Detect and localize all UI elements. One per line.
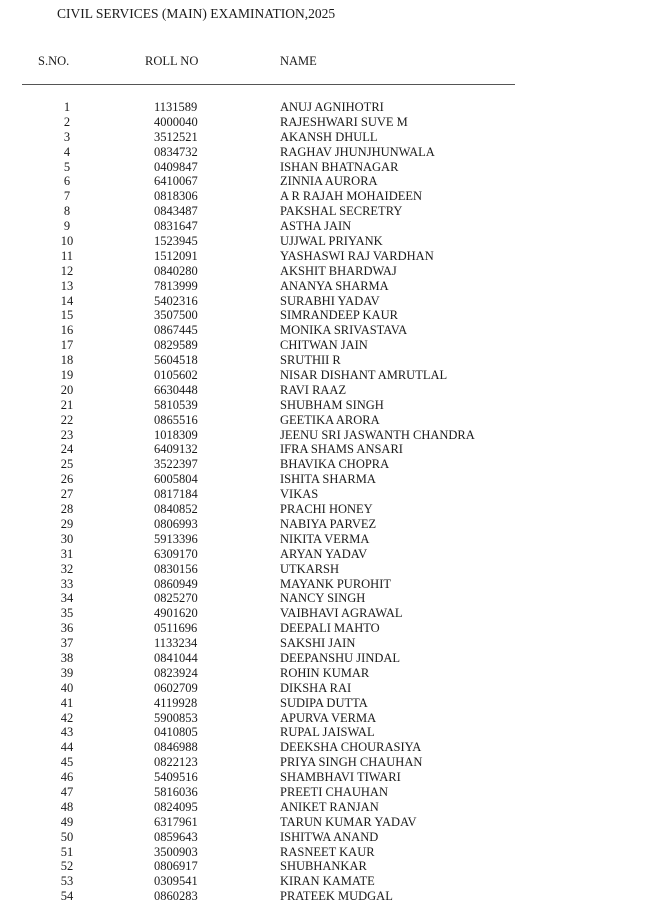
candidate-name: TARUN KUMAR YADAV [280, 814, 417, 829]
serial-number: 51 [60, 844, 74, 859]
roll-number: 4119928 [154, 695, 198, 710]
table-row [0, 279, 671, 294]
candidate-name: RAVI RAAZ [280, 382, 347, 397]
serial-number: 1 [63, 100, 71, 114]
serial-number: 36 [60, 621, 74, 636]
candidate-name: UJJWAL PRIYANK [280, 234, 383, 249]
table-row [0, 160, 671, 175]
serial-number: 27 [60, 487, 74, 502]
table-row [0, 606, 671, 621]
table-row [0, 577, 671, 592]
candidate-name: SRUTHII R [280, 353, 341, 368]
table-row [0, 830, 671, 845]
table-row [0, 234, 671, 249]
candidate-name: ASTHA JAIN [280, 219, 352, 234]
roll-number: 1018309 [154, 427, 198, 442]
serial-number: 28 [60, 502, 74, 517]
table-row [0, 294, 671, 309]
roll-number: 1512091 [154, 248, 198, 263]
table-row [0, 532, 671, 547]
table-row [0, 651, 671, 666]
table-row [0, 130, 671, 145]
table-row [0, 249, 671, 264]
candidate-name: JEENU SRI JASWANTH CHANDRA [280, 427, 475, 442]
candidate-name: YASHASWI RAJ VARDHAN [280, 248, 434, 263]
candidate-name: ROHIN KUMAR [280, 665, 370, 680]
roll-number: 0806917 [154, 859, 198, 874]
roll-number: 5604518 [154, 353, 198, 368]
candidate-name: AKANSH DHULL [280, 129, 378, 144]
document-title: CIVIL SERVICES (MAIN) EXAMINATION,2025 [57, 6, 336, 21]
table-row [0, 487, 671, 502]
table-row [0, 428, 671, 443]
table-row [0, 145, 671, 160]
candidate-name: SHUBHANKAR [280, 859, 367, 874]
roll-number: 0846988 [154, 740, 198, 755]
candidate-name: MAYANK PUROHIT [280, 576, 392, 591]
candidate-name: SIMRANDEEP KAUR [280, 308, 398, 323]
serial-number: 17 [60, 338, 74, 353]
serial-number: 19 [60, 368, 74, 383]
roll-number: 5913396 [154, 531, 198, 546]
roll-number: 6409132 [154, 442, 198, 457]
roll-number: 6630448 [154, 382, 198, 397]
roll-number: 5409516 [154, 770, 198, 785]
serial-number: 21 [60, 397, 74, 412]
serial-number: 10 [60, 234, 74, 249]
serial-number: 46 [60, 770, 74, 785]
candidate-name: A R RAJAH MOHAIDEEN [280, 189, 423, 204]
candidate-name: ANANYA SHARMA [280, 278, 389, 293]
serial-number: 15 [60, 308, 74, 323]
table-row [0, 785, 671, 800]
candidate-name: ISHITWA ANAND [280, 829, 379, 844]
candidate-name: NISAR DISHANT AMRUTLAL [280, 368, 448, 383]
roll-number: 6309170 [154, 546, 198, 561]
roll-number: 0841044 [154, 650, 198, 665]
table-row [0, 502, 671, 517]
roll-number: 0840280 [154, 263, 198, 278]
candidate-name: IFRA SHAMS ANSARI [280, 442, 403, 457]
table-row [0, 323, 671, 338]
roll-number: 0105602 [154, 368, 198, 383]
serial-number: 23 [60, 427, 74, 442]
header-divider [22, 84, 515, 85]
serial-number: 25 [60, 457, 74, 472]
table-row [0, 562, 671, 577]
serial-number: 31 [60, 546, 74, 561]
roll-number: 0831647 [154, 219, 198, 234]
roll-number: 7813999 [154, 278, 198, 293]
serial-number: 38 [60, 650, 74, 665]
roll-number: 0410805 [154, 725, 198, 740]
candidate-name: VIKAS [280, 487, 319, 502]
serial-number: 40 [60, 680, 74, 695]
serial-number: 18 [60, 353, 74, 368]
candidate-name: GEETIKA ARORA [280, 412, 380, 427]
serial-number: 54 [60, 889, 74, 904]
serial-number: 35 [60, 606, 74, 621]
serial-number: 6 [63, 174, 71, 189]
table-row [0, 815, 671, 830]
roll-number: 0806993 [154, 516, 198, 531]
roll-number: 0830156 [154, 561, 198, 576]
table-row [0, 711, 671, 726]
candidate-name: CHITWAN JAIN [280, 338, 368, 353]
table-row [0, 755, 671, 770]
serial-number: 12 [60, 263, 74, 278]
column-header-sno: S.NO. [38, 54, 70, 68]
serial-number: 44 [60, 740, 74, 755]
serial-number: 5 [63, 159, 71, 174]
table-row [0, 189, 671, 204]
serial-number: 52 [60, 859, 74, 874]
table-row [0, 353, 671, 368]
candidate-name: MONIKA SRIVASTAVA [280, 323, 408, 338]
serial-number: 41 [60, 695, 74, 710]
candidate-name: PRIYA SINGH CHAUHAN [280, 755, 423, 770]
serial-number: 22 [60, 412, 74, 427]
results-table-body [0, 100, 671, 904]
candidate-name: DEEPALI MAHTO [280, 621, 380, 636]
roll-number: 0867445 [154, 323, 198, 338]
candidate-name: PREETI CHAUHAN [280, 784, 388, 799]
serial-number: 45 [60, 755, 74, 770]
roll-number: 0817184 [154, 487, 198, 502]
serial-number: 11 [60, 248, 74, 263]
roll-number: 5402316 [154, 293, 198, 308]
table-row [0, 547, 671, 562]
roll-number: 0409847 [154, 159, 198, 174]
table-row [0, 845, 671, 860]
candidate-name: NANCY SINGH [280, 591, 366, 606]
serial-number: 29 [60, 516, 74, 531]
roll-number: 0859643 [154, 829, 198, 844]
roll-number: 0865516 [154, 412, 198, 427]
candidate-name: RAGHAV JHUNJHUNWALA [280, 144, 435, 159]
candidate-name: ANUJ AGNIHOTRI [280, 100, 384, 114]
serial-number: 4 [63, 144, 71, 159]
table-row [0, 874, 671, 889]
candidate-name: KIRAN KAMATE [280, 874, 375, 889]
table-row [0, 859, 671, 874]
candidate-name: SURABHI YADAV [280, 293, 380, 308]
table-row [0, 398, 671, 413]
candidate-name: ISHITA SHARMA [280, 472, 376, 487]
serial-number: 37 [60, 636, 74, 651]
candidate-name: DEEKSHA CHOURASIYA [280, 740, 422, 755]
table-row [0, 636, 671, 651]
roll-number: 0860949 [154, 576, 198, 591]
candidate-name: DEEPANSHU JINDAL [280, 650, 401, 665]
serial-number: 26 [60, 472, 74, 487]
serial-number: 47 [60, 784, 74, 799]
roll-number: 0843487 [154, 204, 198, 219]
serial-number: 32 [60, 561, 74, 576]
table-row [0, 413, 671, 428]
column-header-roll-no: ROLL NO [145, 54, 199, 68]
table-row [0, 472, 671, 487]
roll-number: 0834732 [154, 144, 198, 159]
candidate-name: BHAVIKA CHOPRA [280, 457, 390, 472]
roll-number: 0822123 [154, 755, 198, 770]
serial-number: 20 [60, 382, 74, 397]
candidate-name: APURVA VERMA [280, 710, 377, 725]
roll-number: 4000040 [154, 114, 198, 129]
serial-number: 50 [60, 829, 74, 844]
roll-number: 0602709 [154, 680, 198, 695]
roll-number: 1131589 [154, 100, 198, 114]
roll-number: 0818306 [154, 189, 198, 204]
table-row [0, 219, 671, 234]
roll-number: 5900853 [154, 710, 198, 725]
candidate-name: AKSHIT BHARDWAJ [280, 263, 397, 278]
candidate-name: PRATEEK MUDGAL [280, 889, 393, 904]
candidate-name: ANIKET RANJAN [280, 799, 379, 814]
roll-number: 0840852 [154, 502, 198, 517]
candidate-name: SHAMBHAVI TIWARI [280, 770, 401, 785]
candidate-name: ZINNIA AURORA [280, 174, 378, 189]
table-row [0, 174, 671, 189]
table-row [0, 591, 671, 606]
table-row [0, 368, 671, 383]
candidate-name: VAIBHAVI AGRAWAL [280, 606, 403, 621]
table-row [0, 681, 671, 696]
serial-number: 8 [63, 204, 71, 219]
table-row [0, 740, 671, 755]
candidate-name: SHUBHAM SINGH [280, 397, 384, 412]
serial-number: 14 [60, 293, 74, 308]
table-row [0, 800, 671, 815]
table-row [0, 264, 671, 279]
roll-number: 0860283 [154, 889, 198, 904]
candidate-name: NABIYA PARVEZ [280, 516, 377, 531]
candidate-name: UTKARSH [280, 561, 340, 576]
roll-number: 5810539 [154, 397, 198, 412]
serial-number: 43 [60, 725, 74, 740]
table-row [0, 115, 671, 130]
roll-number: 0829589 [154, 338, 198, 353]
serial-number: 7 [63, 189, 71, 204]
roll-number: 6005804 [154, 472, 198, 487]
roll-number: 0511696 [154, 621, 198, 636]
roll-number: 3512521 [154, 129, 198, 144]
roll-number: 1523945 [154, 234, 198, 249]
roll-number: 5816036 [154, 784, 198, 799]
serial-number: 9 [63, 219, 71, 234]
roll-number: 0824095 [154, 799, 198, 814]
table-row [0, 308, 671, 323]
table-row [0, 383, 671, 398]
roll-number: 0823924 [154, 665, 198, 680]
serial-number: 3 [63, 129, 71, 144]
roll-number: 1133234 [154, 636, 198, 651]
table-row [0, 457, 671, 472]
roll-number: 6317961 [154, 814, 198, 829]
roll-number: 3522397 [154, 457, 198, 472]
candidate-name: RAJESHWARI SUVE M [280, 114, 408, 129]
candidate-name: RUPAL JAISWAL [280, 725, 375, 740]
serial-number: 13 [60, 278, 74, 293]
candidate-name: SAKSHI JAIN [280, 636, 356, 651]
candidate-name: NIKITA VERMA [280, 531, 370, 546]
serial-number: 53 [60, 874, 74, 889]
table-row [0, 100, 671, 115]
roll-number: 3500903 [154, 844, 198, 859]
candidate-name: PAKSHAL SECRETRY [280, 204, 403, 219]
candidate-name: ISHAN BHATNAGAR [280, 159, 399, 174]
table-row [0, 442, 671, 457]
roll-number: 3507500 [154, 308, 198, 323]
serial-number: 48 [60, 799, 74, 814]
table-row [0, 889, 671, 904]
serial-number: 24 [60, 442, 74, 457]
table-row [0, 204, 671, 219]
table-row [0, 725, 671, 740]
table-row [0, 696, 671, 711]
roll-number: 0309541 [154, 874, 198, 889]
candidate-name: PRACHI HONEY [280, 502, 373, 517]
serial-number: 39 [60, 665, 74, 680]
serial-number: 2 [63, 114, 71, 129]
serial-number: 30 [60, 531, 74, 546]
serial-number: 34 [60, 591, 74, 606]
serial-number: 49 [60, 814, 74, 829]
candidate-name: ARYAN YADAV [280, 546, 368, 561]
column-header-name: NAME [280, 54, 317, 68]
roll-number: 0825270 [154, 591, 198, 606]
roll-number: 6410067 [154, 174, 198, 189]
candidate-name: RASNEET KAUR [280, 844, 375, 859]
table-row [0, 338, 671, 353]
roll-number: 4901620 [154, 606, 198, 621]
table-row [0, 621, 671, 636]
serial-number: 33 [60, 576, 74, 591]
table-row [0, 517, 671, 532]
serial-number: 16 [60, 323, 74, 338]
serial-number: 42 [60, 710, 74, 725]
candidate-name: DIKSHA RAI [280, 680, 352, 695]
table-row [0, 666, 671, 681]
candidate-name: SUDIPA DUTTA [280, 695, 368, 710]
table-row [0, 770, 671, 785]
